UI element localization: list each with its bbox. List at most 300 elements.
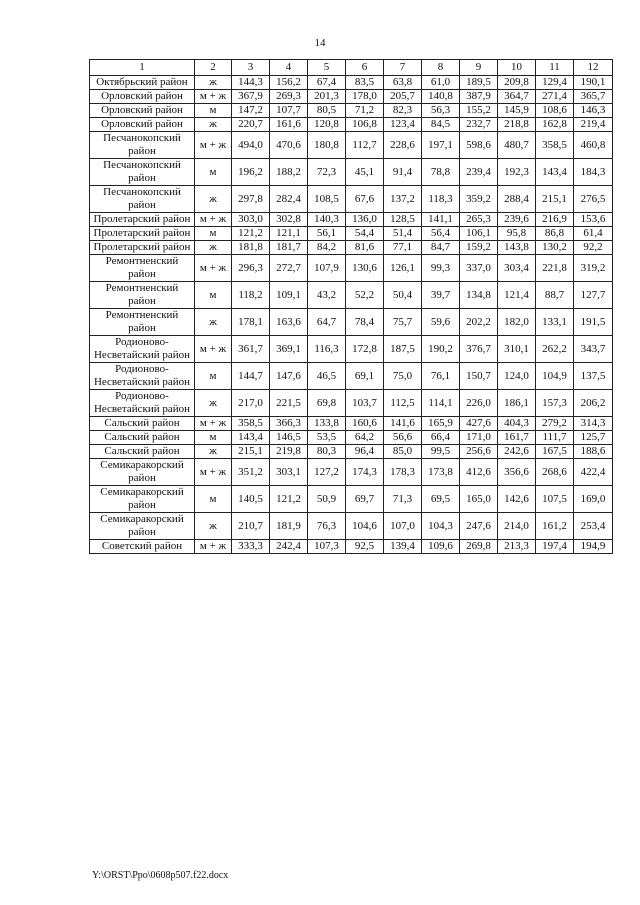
- sex-cell: м + ж: [195, 213, 232, 227]
- table-row: [90, 104, 613, 118]
- district-cell: Семикаракорский район: [90, 513, 195, 540]
- value-cell: 296,3: [232, 255, 270, 282]
- value-cell: 53,5: [308, 431, 346, 445]
- column-header: 10: [498, 60, 536, 76]
- value-cell: 80,3: [308, 445, 346, 459]
- value-cell: 139,4: [384, 540, 422, 554]
- value-cell: 56,4: [422, 227, 460, 241]
- value-cell: 361,7: [232, 336, 270, 363]
- value-cell: 147,2: [232, 104, 270, 118]
- value-cell: 118,3: [422, 186, 460, 213]
- table-row: [90, 431, 613, 445]
- district-cell: Песчанокопский район: [90, 159, 195, 186]
- district-cell: Семикаракорский район: [90, 486, 195, 513]
- value-cell: 219,4: [574, 118, 613, 132]
- value-cell: 194,9: [574, 540, 613, 554]
- column-header: 7: [384, 60, 422, 76]
- value-cell: 78,8: [422, 159, 460, 186]
- sex-cell: м + ж: [195, 132, 232, 159]
- column-header: 9: [460, 60, 498, 76]
- table-row: [90, 459, 613, 486]
- value-cell: 182,0: [498, 309, 536, 336]
- value-cell: 75,7: [384, 309, 422, 336]
- value-cell: 216,9: [536, 213, 574, 227]
- value-cell: 351,2: [232, 459, 270, 486]
- value-cell: 146,5: [270, 431, 308, 445]
- table-row: [90, 540, 613, 554]
- value-cell: 106,1: [460, 227, 498, 241]
- value-cell: 247,6: [460, 513, 498, 540]
- table-row: [90, 255, 613, 282]
- value-cell: 171,0: [460, 431, 498, 445]
- value-cell: 242,6: [498, 445, 536, 459]
- sex-cell: ж: [195, 118, 232, 132]
- value-cell: 114,1: [422, 390, 460, 417]
- value-cell: 76,1: [422, 363, 460, 390]
- sex-cell: м + ж: [195, 90, 232, 104]
- table-row: [90, 132, 613, 159]
- district-cell: Пролетарский район: [90, 227, 195, 241]
- value-cell: 118,2: [232, 282, 270, 309]
- sex-cell: м: [195, 282, 232, 309]
- value-cell: 191,5: [574, 309, 613, 336]
- sex-cell: ж: [195, 241, 232, 255]
- district-cell: Песчанокопский район: [90, 186, 195, 213]
- value-cell: 376,7: [460, 336, 498, 363]
- value-cell: 364,7: [498, 90, 536, 104]
- value-cell: 140,8: [422, 90, 460, 104]
- value-cell: 404,3: [498, 417, 536, 431]
- value-cell: 206,2: [574, 390, 613, 417]
- district-cell: Родионово-Несветайский район: [90, 336, 195, 363]
- district-cell: Сальский район: [90, 445, 195, 459]
- value-cell: 147,6: [270, 363, 308, 390]
- sex-cell: ж: [195, 76, 232, 90]
- value-cell: 130,2: [536, 241, 574, 255]
- column-header: 6: [346, 60, 384, 76]
- value-cell: 214,0: [498, 513, 536, 540]
- value-cell: 358,5: [536, 132, 574, 159]
- value-cell: 358,5: [232, 417, 270, 431]
- value-cell: 107,9: [308, 255, 346, 282]
- value-cell: 161,7: [498, 431, 536, 445]
- value-cell: 181,9: [270, 513, 308, 540]
- value-cell: 61,4: [574, 227, 613, 241]
- value-cell: 54,4: [346, 227, 384, 241]
- value-cell: 219,8: [270, 445, 308, 459]
- value-cell: 108,5: [308, 186, 346, 213]
- value-cell: 59,6: [422, 309, 460, 336]
- value-cell: 108,6: [536, 104, 574, 118]
- value-cell: 72,3: [308, 159, 346, 186]
- column-header: 8: [422, 60, 460, 76]
- table-row: [90, 390, 613, 417]
- value-cell: 174,3: [346, 459, 384, 486]
- value-cell: 276,5: [574, 186, 613, 213]
- value-cell: 196,2: [232, 159, 270, 186]
- district-cell: Ремонтненский район: [90, 255, 195, 282]
- value-cell: 165,0: [460, 486, 498, 513]
- value-cell: 111,7: [536, 431, 574, 445]
- value-cell: 143,4: [232, 431, 270, 445]
- value-cell: 99,5: [422, 445, 460, 459]
- value-cell: 269,8: [460, 540, 498, 554]
- value-cell: 69,8: [308, 390, 346, 417]
- value-cell: 412,6: [460, 459, 498, 486]
- district-cell: Ремонтненский район: [90, 309, 195, 336]
- district-cell: Орловский район: [90, 90, 195, 104]
- value-cell: 144,3: [232, 76, 270, 90]
- value-cell: 226,0: [460, 390, 498, 417]
- value-cell: 45,1: [346, 159, 384, 186]
- value-cell: 143,8: [498, 241, 536, 255]
- value-cell: 186,1: [498, 390, 536, 417]
- file-path-footer: Y:\ORST\Ppo\0608p507.f22.docx: [92, 870, 229, 881]
- value-cell: 112,7: [346, 132, 384, 159]
- value-cell: 50,9: [308, 486, 346, 513]
- value-cell: 121,4: [498, 282, 536, 309]
- value-cell: 130,6: [346, 255, 384, 282]
- table-row: [90, 486, 613, 513]
- value-cell: 106,8: [346, 118, 384, 132]
- value-cell: 215,1: [536, 186, 574, 213]
- value-cell: 181,7: [270, 241, 308, 255]
- district-cell: Орловский район: [90, 118, 195, 132]
- table-row: [90, 118, 613, 132]
- value-cell: 56,3: [422, 104, 460, 118]
- value-cell: 190,1: [574, 76, 613, 90]
- district-cell: Пролетарский район: [90, 213, 195, 227]
- value-cell: 141,1: [422, 213, 460, 227]
- value-cell: 52,2: [346, 282, 384, 309]
- value-cell: 80,5: [308, 104, 346, 118]
- value-cell: 189,5: [460, 76, 498, 90]
- sex-cell: м: [195, 363, 232, 390]
- value-cell: 56,1: [308, 227, 346, 241]
- value-cell: 303,1: [270, 459, 308, 486]
- sex-cell: ж: [195, 390, 232, 417]
- value-cell: 150,7: [460, 363, 498, 390]
- value-cell: 172,8: [346, 336, 384, 363]
- table-row: [90, 336, 613, 363]
- value-cell: 356,6: [498, 459, 536, 486]
- value-cell: 156,2: [270, 76, 308, 90]
- table-row: [90, 186, 613, 213]
- value-cell: 303,4: [498, 255, 536, 282]
- value-cell: 319,2: [574, 255, 613, 282]
- value-cell: 337,0: [460, 255, 498, 282]
- district-cell: Родионово-Несветайский район: [90, 390, 195, 417]
- value-cell: 159,2: [460, 241, 498, 255]
- value-cell: 95,8: [498, 227, 536, 241]
- value-cell: 221,8: [536, 255, 574, 282]
- value-cell: 120,8: [308, 118, 346, 132]
- value-cell: 157,3: [536, 390, 574, 417]
- district-cell: Сальский район: [90, 431, 195, 445]
- value-cell: 169,0: [574, 486, 613, 513]
- sex-cell: м: [195, 431, 232, 445]
- value-cell: 83,5: [346, 76, 384, 90]
- value-cell: 99,3: [422, 255, 460, 282]
- value-cell: 460,8: [574, 132, 613, 159]
- table-row: [90, 445, 613, 459]
- value-cell: 366,3: [270, 417, 308, 431]
- value-cell: 63,8: [384, 76, 422, 90]
- value-cell: 333,3: [232, 540, 270, 554]
- sex-cell: м: [195, 227, 232, 241]
- value-cell: 181,8: [232, 241, 270, 255]
- value-cell: 96,4: [346, 445, 384, 459]
- value-cell: 422,4: [574, 459, 613, 486]
- value-cell: 66,4: [422, 431, 460, 445]
- value-cell: 161,2: [536, 513, 574, 540]
- value-cell: 215,1: [232, 445, 270, 459]
- sex-cell: м + ж: [195, 255, 232, 282]
- value-cell: 256,6: [460, 445, 498, 459]
- table-row: [90, 241, 613, 255]
- table-row: [90, 159, 613, 186]
- value-cell: 190,2: [422, 336, 460, 363]
- value-cell: 127,2: [308, 459, 346, 486]
- sex-cell: ж: [195, 513, 232, 540]
- value-cell: 77,1: [384, 241, 422, 255]
- value-cell: 67,6: [346, 186, 384, 213]
- value-cell: 387,9: [460, 90, 498, 104]
- table-row: [90, 309, 613, 336]
- value-cell: 314,3: [574, 417, 613, 431]
- value-cell: 262,2: [536, 336, 574, 363]
- value-cell: 85,0: [384, 445, 422, 459]
- value-cell: 121,2: [270, 486, 308, 513]
- value-cell: 297,8: [232, 186, 270, 213]
- value-cell: 192,3: [498, 159, 536, 186]
- table-row: [90, 417, 613, 431]
- value-cell: 213,3: [498, 540, 536, 554]
- district-cell: Ремонтненский район: [90, 282, 195, 309]
- value-cell: 133,1: [536, 309, 574, 336]
- district-cell: Сальский район: [90, 417, 195, 431]
- value-cell: 75,0: [384, 363, 422, 390]
- table-row: [90, 282, 613, 309]
- sex-cell: м + ж: [195, 459, 232, 486]
- value-cell: 146,3: [574, 104, 613, 118]
- value-cell: 69,1: [346, 363, 384, 390]
- value-cell: 84,7: [422, 241, 460, 255]
- value-cell: 232,7: [460, 118, 498, 132]
- value-cell: 64,7: [308, 309, 346, 336]
- value-cell: 188,2: [270, 159, 308, 186]
- column-header: 11: [536, 60, 574, 76]
- value-cell: 310,1: [498, 336, 536, 363]
- value-cell: 121,2: [232, 227, 270, 241]
- value-cell: 142,6: [498, 486, 536, 513]
- value-cell: 140,5: [232, 486, 270, 513]
- page-number: 14: [314, 37, 326, 49]
- value-cell: 598,6: [460, 132, 498, 159]
- value-cell: 302,8: [270, 213, 308, 227]
- value-cell: 239,4: [460, 159, 498, 186]
- value-cell: 143,4: [536, 159, 574, 186]
- value-cell: 209,8: [498, 76, 536, 90]
- district-cell: Пролетарский район: [90, 241, 195, 255]
- value-cell: 136,0: [346, 213, 384, 227]
- value-cell: 43,2: [308, 282, 346, 309]
- value-cell: 86,8: [536, 227, 574, 241]
- table-row: [90, 90, 613, 104]
- value-cell: 103,7: [346, 390, 384, 417]
- value-cell: 39,7: [422, 282, 460, 309]
- district-cell: Родионово-Несветайский район: [90, 363, 195, 390]
- district-cell: Песчанокопский район: [90, 132, 195, 159]
- value-cell: 173,8: [422, 459, 460, 486]
- value-cell: 61,0: [422, 76, 460, 90]
- value-cell: 71,3: [384, 486, 422, 513]
- value-cell: 228,6: [384, 132, 422, 159]
- value-cell: 71,2: [346, 104, 384, 118]
- value-cell: 253,4: [574, 513, 613, 540]
- value-cell: 76,3: [308, 513, 346, 540]
- table-row: [90, 363, 613, 390]
- value-cell: 282,4: [270, 186, 308, 213]
- value-cell: 359,2: [460, 186, 498, 213]
- table-row: [90, 227, 613, 241]
- value-cell: 197,1: [422, 132, 460, 159]
- column-header: 5: [308, 60, 346, 76]
- value-cell: 367,9: [232, 90, 270, 104]
- value-cell: 197,4: [536, 540, 574, 554]
- value-cell: 134,8: [460, 282, 498, 309]
- value-cell: 165,9: [422, 417, 460, 431]
- value-cell: 265,3: [460, 213, 498, 227]
- value-cell: 268,6: [536, 459, 574, 486]
- value-cell: 188,6: [574, 445, 613, 459]
- value-cell: 239,6: [498, 213, 536, 227]
- statistics-table: [89, 59, 613, 554]
- sex-cell: ж: [195, 445, 232, 459]
- value-cell: 288,4: [498, 186, 536, 213]
- value-cell: 178,0: [346, 90, 384, 104]
- value-cell: 369,1: [270, 336, 308, 363]
- value-cell: 167,5: [536, 445, 574, 459]
- value-cell: 272,7: [270, 255, 308, 282]
- value-cell: 104,9: [536, 363, 574, 390]
- value-cell: 427,6: [460, 417, 498, 431]
- value-cell: 46,5: [308, 363, 346, 390]
- value-cell: 64,2: [346, 431, 384, 445]
- value-cell: 163,6: [270, 309, 308, 336]
- value-cell: 144,7: [232, 363, 270, 390]
- value-cell: 210,7: [232, 513, 270, 540]
- value-cell: 109,6: [422, 540, 460, 554]
- value-cell: 145,9: [498, 104, 536, 118]
- value-cell: 161,6: [270, 118, 308, 132]
- value-cell: 123,4: [384, 118, 422, 132]
- value-cell: 178,3: [384, 459, 422, 486]
- value-cell: 116,3: [308, 336, 346, 363]
- table-row: [90, 213, 613, 227]
- value-cell: 242,4: [270, 540, 308, 554]
- value-cell: 180,8: [308, 132, 346, 159]
- value-cell: 187,5: [384, 336, 422, 363]
- value-cell: 221,5: [270, 390, 308, 417]
- sex-cell: ж: [195, 309, 232, 336]
- table-row: [90, 513, 613, 540]
- value-cell: 269,3: [270, 90, 308, 104]
- value-cell: 162,8: [536, 118, 574, 132]
- value-cell: 88,7: [536, 282, 574, 309]
- column-header: 2: [195, 60, 232, 76]
- value-cell: 271,4: [536, 90, 574, 104]
- value-cell: 91,4: [384, 159, 422, 186]
- value-cell: 126,1: [384, 255, 422, 282]
- district-cell: Орловский район: [90, 104, 195, 118]
- value-cell: 220,7: [232, 118, 270, 132]
- value-cell: 128,5: [384, 213, 422, 227]
- value-cell: 78,4: [346, 309, 384, 336]
- value-cell: 201,3: [308, 90, 346, 104]
- value-cell: 279,2: [536, 417, 574, 431]
- value-cell: 107,0: [384, 513, 422, 540]
- value-cell: 107,5: [536, 486, 574, 513]
- value-cell: 184,3: [574, 159, 613, 186]
- value-cell: 365,7: [574, 90, 613, 104]
- district-cell: Семикаракорский район: [90, 459, 195, 486]
- value-cell: 480,7: [498, 132, 536, 159]
- value-cell: 343,7: [574, 336, 613, 363]
- sex-cell: м + ж: [195, 336, 232, 363]
- sex-cell: м: [195, 159, 232, 186]
- sex-cell: м: [195, 104, 232, 118]
- table-row: [90, 76, 613, 90]
- value-cell: 84,2: [308, 241, 346, 255]
- value-cell: 153,6: [574, 213, 613, 227]
- value-cell: 127,7: [574, 282, 613, 309]
- value-cell: 121,1: [270, 227, 308, 241]
- value-cell: 56,6: [384, 431, 422, 445]
- column-header: 1: [90, 60, 195, 76]
- header-row: [90, 60, 613, 76]
- value-cell: 137,5: [574, 363, 613, 390]
- district-cell: Советский район: [90, 540, 195, 554]
- value-cell: 50,4: [384, 282, 422, 309]
- sex-cell: м + ж: [195, 417, 232, 431]
- value-cell: 217,0: [232, 390, 270, 417]
- column-header: 4: [270, 60, 308, 76]
- value-cell: 141,6: [384, 417, 422, 431]
- value-cell: 155,2: [460, 104, 498, 118]
- value-cell: 125,7: [574, 431, 613, 445]
- value-cell: 69,7: [346, 486, 384, 513]
- value-cell: 104,3: [422, 513, 460, 540]
- value-cell: 112,5: [384, 390, 422, 417]
- value-cell: 109,1: [270, 282, 308, 309]
- value-cell: 82,3: [384, 104, 422, 118]
- value-cell: 51,4: [384, 227, 422, 241]
- column-header: 3: [232, 60, 270, 76]
- value-cell: 494,0: [232, 132, 270, 159]
- value-cell: 92,2: [574, 241, 613, 255]
- value-cell: 69,5: [422, 486, 460, 513]
- value-cell: 104,6: [346, 513, 384, 540]
- value-cell: 107,3: [308, 540, 346, 554]
- value-cell: 218,8: [498, 118, 536, 132]
- value-cell: 84,5: [422, 118, 460, 132]
- value-cell: 81,6: [346, 241, 384, 255]
- sex-cell: ж: [195, 186, 232, 213]
- value-cell: 140,3: [308, 213, 346, 227]
- sex-cell: м: [195, 486, 232, 513]
- value-cell: 137,2: [384, 186, 422, 213]
